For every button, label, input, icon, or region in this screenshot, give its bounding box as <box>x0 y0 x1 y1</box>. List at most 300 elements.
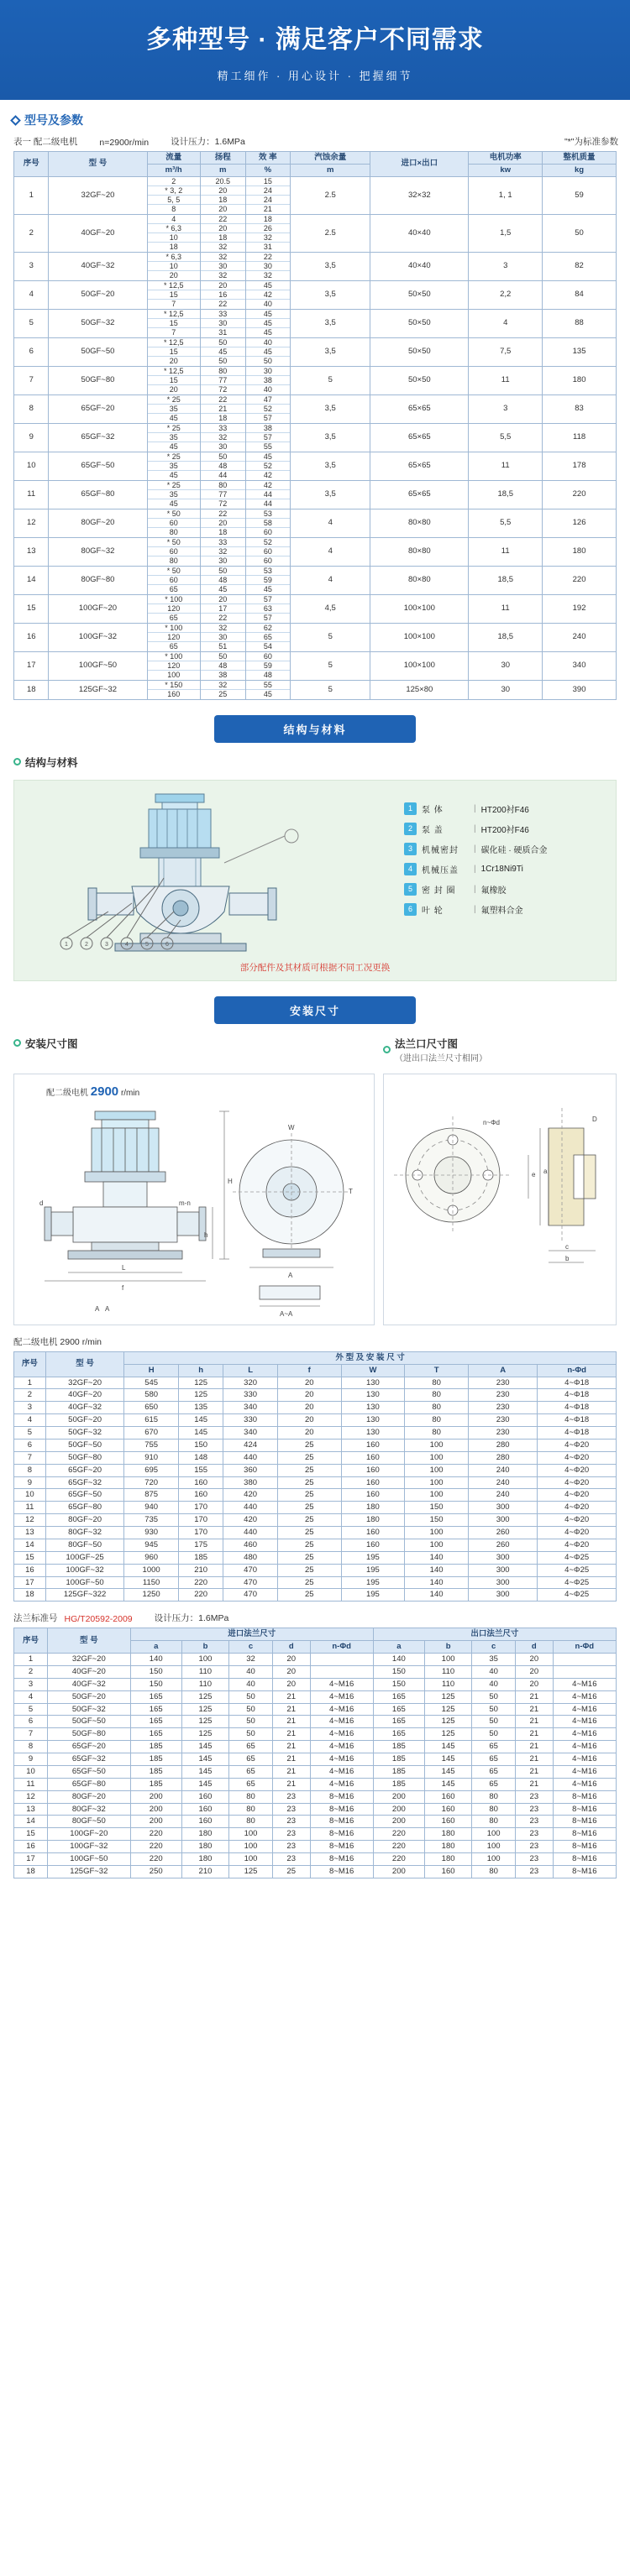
table-row <box>14 1589 617 1602</box>
flange-std-value: HG/T20592-2009 <box>64 1614 133 1625</box>
section-heading-text: 型号及参数 <box>24 113 83 127</box>
cell-in-a: 165 <box>130 1703 181 1716</box>
cell-nd: 4~Φ20 <box>538 1539 617 1551</box>
cell-no: 13 <box>14 537 49 566</box>
cell-model: 40GF~20 <box>45 1389 124 1402</box>
cell-W: 130 <box>341 1414 405 1427</box>
cell-in-nd: 4~M16 <box>310 1741 373 1753</box>
th2-A: A <box>468 1364 537 1377</box>
th3-out-group: 出口法兰尺寸 <box>373 1628 616 1641</box>
cell-no: 5 <box>14 1427 46 1440</box>
cell-eff: 62 65 54 <box>245 623 291 651</box>
cell-L: 460 <box>223 1539 278 1551</box>
cell-A: 240 <box>468 1489 537 1502</box>
svg-text:n~Φd: n~Φd <box>483 1118 500 1126</box>
cell-no: 14 <box>14 1816 48 1828</box>
cell-weight: 59 <box>543 176 617 214</box>
cell-power: 11 <box>469 366 543 394</box>
material-index: 4 <box>404 863 417 875</box>
diamond-icon <box>10 115 21 126</box>
cell-cav: 3,5 <box>291 252 370 280</box>
flange-drawing-svg <box>384 1074 616 1325</box>
cell-in-b: 145 <box>181 1765 228 1778</box>
cell-out-a: 220 <box>373 1828 424 1841</box>
cell-model: 50GF~80 <box>49 366 147 394</box>
cell-head: 33 30 31 <box>200 309 245 337</box>
cell-out-nd <box>553 1654 616 1666</box>
cell-H: 695 <box>124 1464 179 1476</box>
cell-nd: 4~Φ25 <box>538 1576 617 1589</box>
cell-W: 195 <box>341 1564 405 1576</box>
cell-W: 160 <box>341 1527 405 1539</box>
cell-W: 130 <box>341 1389 405 1402</box>
cell-model: 100GF~32 <box>45 1564 124 1576</box>
cell-no: 13 <box>14 1803 48 1816</box>
cell-f: 25 <box>277 1527 341 1539</box>
cell-A: 300 <box>468 1514 537 1527</box>
cell-A: 230 <box>468 1377 537 1389</box>
cell-power: 18,5 <box>469 566 543 594</box>
cell-out-nd: 4~M16 <box>553 1753 616 1766</box>
cell-no: 2 <box>14 1389 46 1402</box>
cell-eff: 42 44 44 <box>245 480 291 509</box>
cell-model: 65GF~32 <box>49 423 147 452</box>
table-row <box>14 1576 617 1589</box>
flange-subtitle: （进出口法兰尺寸相同） <box>395 1053 487 1063</box>
cell-in-nd <box>310 1665 373 1678</box>
cell-in-nd: 8~M16 <box>310 1828 373 1841</box>
cell-f: 20 <box>277 1377 341 1389</box>
cell-model: 40GF~20 <box>47 1665 130 1678</box>
table-row <box>14 1816 617 1828</box>
cell-L: 320 <box>223 1377 278 1389</box>
cell-eff: 30 38 40 <box>245 366 291 394</box>
hero-subtitle: 精工细作 · 用心设计 · 把握细节 <box>217 70 413 82</box>
structure-note: 部分配件及其材质可根据不同工况更换 <box>239 962 391 973</box>
cell-no: 15 <box>14 1828 48 1841</box>
cell-model: 65GF~32 <box>45 1476 124 1489</box>
cell-inout: 50×50 <box>370 309 469 337</box>
cell-model: 100GF~50 <box>47 1853 130 1866</box>
cell-in-b: 160 <box>181 1790 228 1803</box>
cell-model: 65GF~80 <box>45 1502 124 1514</box>
cell-in-b: 145 <box>181 1741 228 1753</box>
cell-h: 185 <box>178 1551 223 1564</box>
cell-inout: 40×40 <box>370 252 469 280</box>
cell-in-b: 100 <box>181 1654 228 1666</box>
cell-weight: 192 <box>543 594 617 623</box>
material-name: 密 封 圈 <box>422 886 456 896</box>
cell-model: 65GF~50 <box>49 452 147 480</box>
cell-H: 1250 <box>124 1589 179 1602</box>
cell-L: 360 <box>223 1464 278 1476</box>
table-row <box>14 1690 617 1703</box>
table-row <box>14 1439 617 1451</box>
cell-no: 8 <box>14 1741 48 1753</box>
cell-W: 180 <box>341 1502 405 1514</box>
table1-label: 表一 配二级电机 <box>13 137 78 147</box>
material-index: 1 <box>404 802 417 815</box>
cell-out-b: 145 <box>424 1741 471 1753</box>
cell-A: 300 <box>468 1502 537 1514</box>
cell-f: 25 <box>277 1551 341 1564</box>
cell-H: 960 <box>124 1551 179 1564</box>
cell-out-a: 185 <box>373 1778 424 1790</box>
cell-out-c: 80 <box>472 1865 516 1878</box>
cell-model: 65GF~20 <box>49 394 147 423</box>
table-row <box>14 1765 617 1778</box>
cell-in-nd: 8~M16 <box>310 1790 373 1803</box>
cell-in-nd: 4~M16 <box>310 1778 373 1790</box>
cell-no: 4 <box>14 1690 48 1703</box>
table-row <box>14 623 617 651</box>
cell-flow: * 50 60 80 <box>147 537 200 566</box>
cell-W: 160 <box>341 1476 405 1489</box>
cell-in-c: 100 <box>229 1828 273 1841</box>
cell-out-d: 20 <box>516 1654 554 1666</box>
material-divider: | <box>474 884 476 894</box>
cell-out-a: 165 <box>373 1690 424 1703</box>
cell-out-c: 80 <box>472 1803 516 1816</box>
cell-cav: 3,5 <box>291 452 370 480</box>
svg-text:W: W <box>288 1123 295 1131</box>
cell-f: 25 <box>277 1589 341 1602</box>
material-row <box>404 823 611 835</box>
cell-in-c: 65 <box>229 1765 273 1778</box>
svg-text:2: 2 <box>85 941 88 948</box>
cell-model: 40GF~32 <box>49 252 147 280</box>
table-row <box>14 594 617 623</box>
cell-out-d: 21 <box>516 1765 554 1778</box>
table-row <box>14 1476 617 1489</box>
cell-model: 80GF~80 <box>49 566 147 594</box>
th-power-unit: kw <box>469 164 543 176</box>
th3-ic: c <box>229 1641 273 1654</box>
cell-inout: 65×65 <box>370 452 469 480</box>
cell-out-nd: 8~M16 <box>553 1853 616 1866</box>
cell-model: 50GF~80 <box>47 1728 130 1741</box>
cell-power: 3 <box>469 394 543 423</box>
cell-flow: * 25 35 45 <box>147 480 200 509</box>
cell-out-d: 23 <box>516 1865 554 1878</box>
cell-weight: 118 <box>543 423 617 452</box>
material-value: 氟橡胶 <box>480 886 507 896</box>
cell-in-c: 65 <box>229 1778 273 1790</box>
material-value: 氟塑料合金 <box>480 906 523 916</box>
cell-inout: 100×100 <box>370 651 469 680</box>
cell-cav: 3,5 <box>291 394 370 423</box>
cell-W: 130 <box>341 1427 405 1440</box>
cell-weight: 178 <box>543 452 617 480</box>
parameters-table <box>13 151 617 700</box>
cell-power: 30 <box>469 680 543 699</box>
cell-L: 420 <box>223 1489 278 1502</box>
cell-out-b: 100 <box>424 1654 471 1666</box>
cell-out-a: 220 <box>373 1853 424 1866</box>
cell-in-a: 140 <box>130 1654 181 1666</box>
cell-H: 1150 <box>124 1576 179 1589</box>
cell-out-d: 20 <box>516 1665 554 1678</box>
cell-in-d: 23 <box>272 1828 310 1841</box>
cell-h: 145 <box>178 1414 223 1427</box>
cell-out-nd: 8~M16 <box>553 1816 616 1828</box>
th3-ib: b <box>181 1641 228 1654</box>
cell-cav: 2.5 <box>291 176 370 214</box>
cell-H: 940 <box>124 1502 179 1514</box>
material-name: 泵 体 <box>422 805 444 815</box>
th3-id: d <box>272 1641 310 1654</box>
cell-out-c: 65 <box>472 1753 516 1766</box>
cell-out-b: 180 <box>424 1841 471 1853</box>
svg-text:A~A: A~A <box>280 1309 293 1318</box>
cell-nd: 4~Φ20 <box>538 1514 617 1527</box>
cell-head: 32 25 <box>200 680 245 699</box>
cell-model: 65GF~20 <box>45 1464 124 1476</box>
cell-out-nd: 4~M16 <box>553 1778 616 1790</box>
table-row <box>14 1539 617 1551</box>
cell-weight: 390 <box>543 680 617 699</box>
cell-in-a: 165 <box>130 1690 181 1703</box>
cell-out-b: 125 <box>424 1690 471 1703</box>
flange-drawing-box <box>383 1074 617 1325</box>
svg-text:A: A <box>95 1304 100 1313</box>
cell-model: 50GF~20 <box>49 280 147 309</box>
table-row <box>14 1790 617 1803</box>
cell-cav: 3,5 <box>291 423 370 452</box>
cell-in-c: 50 <box>229 1728 273 1741</box>
cell-T: 100 <box>405 1476 469 1489</box>
cell-f: 20 <box>277 1414 341 1427</box>
cell-inout: 80×80 <box>370 566 469 594</box>
cell-cav: 5 <box>291 680 370 699</box>
cell-T: 80 <box>405 1377 469 1389</box>
cell-flow: * 6,3 10 20 <box>147 252 200 280</box>
cell-model: 65GF~80 <box>47 1778 130 1790</box>
cell-T: 80 <box>405 1414 469 1427</box>
cell-in-c: 65 <box>229 1741 273 1753</box>
cell-model: 65GF~50 <box>45 1489 124 1502</box>
cell-T: 100 <box>405 1527 469 1539</box>
cell-cav: 3,5 <box>291 280 370 309</box>
cell-flow: * 100 120 65 <box>147 594 200 623</box>
cell-W: 130 <box>341 1377 405 1389</box>
cell-out-a: 140 <box>373 1654 424 1666</box>
cell-out-b: 160 <box>424 1803 471 1816</box>
cell-f: 25 <box>277 1451 341 1464</box>
cell-W: 180 <box>341 1514 405 1527</box>
cell-out-nd: 4~M16 <box>553 1716 616 1728</box>
table-row <box>14 309 617 337</box>
cell-in-b: 160 <box>181 1803 228 1816</box>
cell-eff: 22 30 32 <box>245 252 291 280</box>
th-head-unit: m <box>200 164 245 176</box>
cell-in-a: 200 <box>130 1803 181 1816</box>
cell-h: 220 <box>178 1576 223 1589</box>
th-eff-unit: % <box>245 164 291 176</box>
cell-h: 150 <box>178 1439 223 1451</box>
th3-no: 序号 <box>14 1628 48 1654</box>
cell-model: 40GF~32 <box>45 1402 124 1414</box>
cell-out-c: 80 <box>472 1790 516 1803</box>
cell-in-c: 32 <box>229 1654 273 1666</box>
cell-no: 3 <box>14 1402 46 1414</box>
cell-T: 80 <box>405 1427 469 1440</box>
cell-in-nd: 8~M16 <box>310 1803 373 1816</box>
cell-model: 100GF~25 <box>45 1551 124 1564</box>
cell-nd: 4~Φ20 <box>538 1502 617 1514</box>
cell-no: 11 <box>14 480 49 509</box>
table-row <box>14 1464 617 1476</box>
table-row <box>14 252 617 280</box>
cell-model: 100GF~32 <box>47 1841 130 1853</box>
cell-head: 22 20 18 32 <box>200 214 245 252</box>
cell-out-b: 145 <box>424 1765 471 1778</box>
svg-text:L: L <box>122 1263 126 1272</box>
cell-out-c: 40 <box>472 1665 516 1678</box>
cell-f: 25 <box>277 1576 341 1589</box>
cell-W: 195 <box>341 1576 405 1589</box>
drawing-motor-tag <box>46 1084 139 1099</box>
cell-head: 80 77 72 <box>200 366 245 394</box>
cell-in-b: 125 <box>181 1728 228 1741</box>
cell-L: 470 <box>223 1576 278 1589</box>
cell-out-c: 50 <box>472 1703 516 1716</box>
material-index: 6 <box>404 903 417 916</box>
cell-no: 9 <box>14 423 49 452</box>
table-row <box>14 1828 617 1841</box>
table-row <box>14 1389 617 1402</box>
cell-out-d: 23 <box>516 1853 554 1866</box>
cell-out-nd: 8~M16 <box>553 1790 616 1803</box>
svg-text:c: c <box>565 1242 569 1251</box>
cell-out-b: 145 <box>424 1778 471 1790</box>
table-row <box>14 1564 617 1576</box>
cell-nd: 4~Φ18 <box>538 1402 617 1414</box>
cell-power: 18,5 <box>469 623 543 651</box>
cell-in-d: 21 <box>272 1690 310 1703</box>
cell-out-nd: 4~M16 <box>553 1741 616 1753</box>
th-head: 扬程 <box>200 152 245 165</box>
cell-flow: * 25 35 45 <box>147 452 200 480</box>
table-row <box>14 1427 617 1440</box>
cell-model: 32GF~20 <box>47 1654 130 1666</box>
cell-W: 160 <box>341 1464 405 1476</box>
cell-in-nd: 8~M16 <box>310 1816 373 1828</box>
cell-eff: 38 57 55 <box>245 423 291 452</box>
cell-power: 3 <box>469 252 543 280</box>
th-weight-unit: kg <box>543 164 617 176</box>
cell-weight: 180 <box>543 366 617 394</box>
cell-in-c: 50 <box>229 1716 273 1728</box>
cell-no: 6 <box>14 1439 46 1451</box>
svg-text:H: H <box>228 1177 233 1185</box>
cell-out-b: 160 <box>424 1816 471 1828</box>
material-value: HT200衬F46 <box>480 825 529 835</box>
table-row <box>14 480 617 509</box>
cell-out-c: 35 <box>472 1654 516 1666</box>
table-row <box>14 366 617 394</box>
cell-out-c: 65 <box>472 1778 516 1790</box>
cell-in-d: 21 <box>272 1778 310 1790</box>
cell-W: 160 <box>341 1451 405 1464</box>
cell-model: 100GF~20 <box>49 594 147 623</box>
cell-power: 2,2 <box>469 280 543 309</box>
cell-h: 148 <box>178 1451 223 1464</box>
th-eff: 效 率 <box>245 152 291 165</box>
cell-H: 545 <box>124 1377 179 1389</box>
cell-A: 230 <box>468 1414 537 1427</box>
cell-out-c: 40 <box>472 1678 516 1690</box>
cell-in-b: 160 <box>181 1816 228 1828</box>
cell-no: 17 <box>14 651 49 680</box>
cell-model: 40GF~32 <box>47 1678 130 1690</box>
cell-in-a: 250 <box>130 1865 181 1878</box>
cell-nd: 4~Φ25 <box>538 1589 617 1602</box>
cell-L: 470 <box>223 1564 278 1576</box>
th-cav-unit: m <box>291 164 370 176</box>
material-value: 碳化硅 · 硬质合金 <box>480 845 548 855</box>
cell-no: 12 <box>14 509 49 537</box>
cell-flow: * 50 60 65 <box>147 566 200 594</box>
table-row <box>14 509 617 537</box>
th3-ia: a <box>130 1641 181 1654</box>
th3-ond: n-Φd <box>553 1641 616 1654</box>
table3-meta <box>0 1602 630 1628</box>
cell-power: 11 <box>469 537 543 566</box>
cell-head: 50 48 44 <box>200 452 245 480</box>
cell-in-b: 110 <box>181 1678 228 1690</box>
cell-inout: 50×50 <box>370 337 469 366</box>
cell-inout: 65×65 <box>370 480 469 509</box>
cell-in-c: 40 <box>229 1678 273 1690</box>
hero-title: 多种型号 · 满足客户不同需求 <box>146 26 484 54</box>
cell-no: 12 <box>14 1790 48 1803</box>
cell-h: 210 <box>178 1564 223 1576</box>
install-drawing-svg <box>14 1100 374 1325</box>
cell-in-c: 125 <box>229 1865 273 1878</box>
table-row <box>14 1716 617 1728</box>
hero-banner <box>0 0 630 100</box>
cell-cav: 5 <box>291 651 370 680</box>
section-heading-models <box>0 100 630 133</box>
cell-H: 670 <box>124 1427 179 1440</box>
cell-no: 7 <box>14 1728 48 1741</box>
table-row <box>14 1654 617 1666</box>
cell-A: 240 <box>468 1464 537 1476</box>
cell-f: 25 <box>277 1439 341 1451</box>
cell-model: 80GF~32 <box>49 537 147 566</box>
parameters-table-body <box>14 176 617 699</box>
cell-out-nd: 4~M16 <box>553 1678 616 1690</box>
cell-no: 18 <box>14 1589 46 1602</box>
table-row <box>14 680 617 699</box>
cell-h: 125 <box>178 1377 223 1389</box>
cell-out-nd: 8~M16 <box>553 1828 616 1841</box>
cell-out-b: 160 <box>424 1790 471 1803</box>
table-row <box>14 214 617 252</box>
table-row <box>14 1551 617 1564</box>
table-row <box>14 1728 617 1741</box>
svg-text:1: 1 <box>65 941 68 948</box>
cell-no: 1 <box>14 1377 46 1389</box>
cell-in-a: 200 <box>130 1790 181 1803</box>
cell-out-a: 185 <box>373 1753 424 1766</box>
cell-no: 18 <box>14 1865 48 1878</box>
cell-model: 50GF~20 <box>45 1414 124 1427</box>
cell-head: 20.5 20 18 20 <box>200 176 245 214</box>
cell-out-c: 65 <box>472 1741 516 1753</box>
cell-T: 80 <box>405 1389 469 1402</box>
